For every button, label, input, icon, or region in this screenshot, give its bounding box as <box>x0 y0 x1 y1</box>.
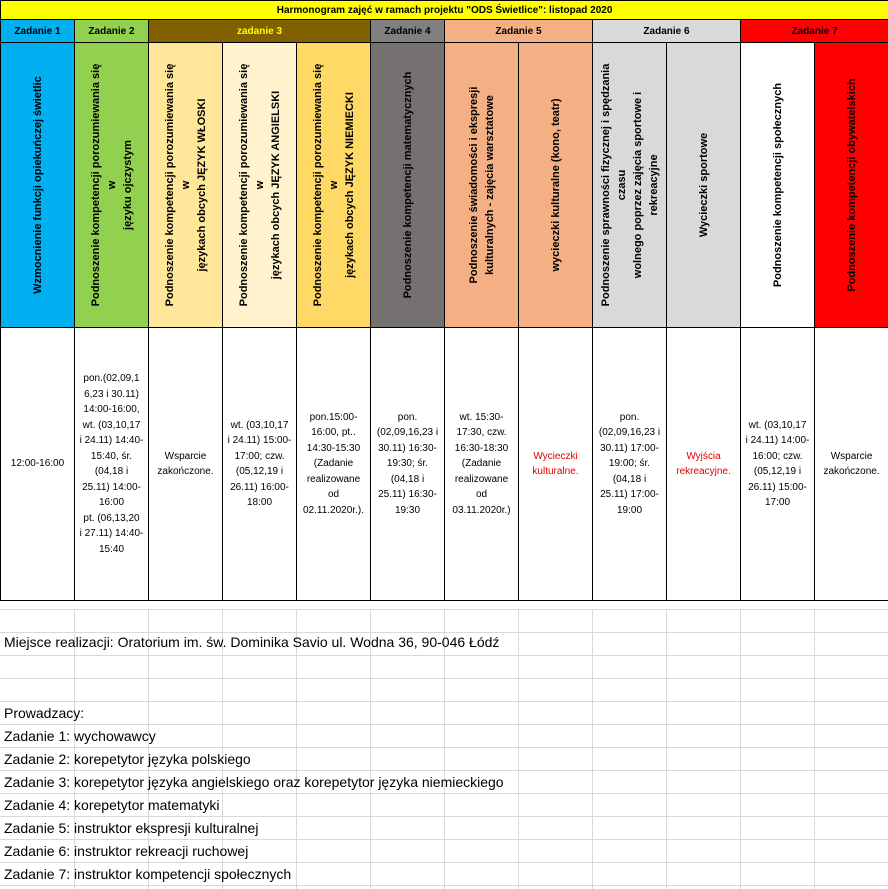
schedule-cell-3: Wsparcie zakończone. <box>149 328 223 601</box>
schedule-cell-10: Wyjścia rekreacyjne. <box>667 328 741 601</box>
activity-header-7 <box>445 43 519 328</box>
activity-header-10 <box>667 43 741 328</box>
gridline <box>0 724 888 725</box>
activity-header-text: Podnoszenie świadomości i ekspresji kulturalnych - zajęcia warsztatowe <box>467 86 496 284</box>
gridline <box>370 609 371 889</box>
gridline <box>0 770 888 771</box>
leader-line-5: Zadanie 5: instruktor ekspresji kulturalnej <box>4 820 259 836</box>
activity-header-text: Podnoszenie kompetencji obywatelskich <box>845 78 858 292</box>
gridline <box>0 839 888 840</box>
schedule-cell-4: wt. (03,10,17 i 24.11) 15:00- 17:00; czw. (05,12,19 i 26.11) 16:00- 18:00 <box>223 328 297 601</box>
gridline <box>0 862 888 863</box>
activity-header-6 <box>371 43 445 328</box>
activity-header-text: wycieczki kulturalne (kono, teatr) <box>549 98 562 272</box>
activity-header-11 <box>741 43 815 328</box>
activity-header-text: Podnoszenie kompetencji porozumiewania się w językach obcych JĘZYK ANGIELSKI <box>237 63 282 307</box>
gridline <box>0 747 888 748</box>
leader-line-2: Zadanie 2: korepetytor języka polskiego <box>4 751 251 767</box>
task-header-6: Zadanie 6 <box>593 20 741 43</box>
gridline <box>740 609 741 889</box>
task-header-7: Zadanie 7 <box>741 20 888 43</box>
gridline <box>0 655 888 656</box>
gridline <box>0 678 888 679</box>
activity-header-2 <box>75 43 149 328</box>
gridline <box>666 609 667 889</box>
activity-header-9 <box>593 43 667 328</box>
activity-header-1 <box>1 43 75 328</box>
schedule-title: Harmonogram zajęć w ramach projektu "ODS Świetlice": listopad 2020 <box>1 1 888 20</box>
leaders-title: Prowadzacy: <box>4 705 85 721</box>
activity-header-text: Podnoszenie kompetencji społecznych <box>771 82 784 288</box>
task-header-5: Zadanie 5 <box>445 20 593 43</box>
task-header-3: zadanie 3 <box>149 20 371 43</box>
schedule-cell-2: pon.(02,09,1 6,23 i 30.11) 14:00-16:00, wt. (03,10,17 i 24.11) 14:40- 15:40, śr. (04,18 i 25.11) 14:00- 16:00 pt. (06,13,20 i 27.11) 14:40- 15:40 <box>75 328 149 601</box>
activity-header-3 <box>149 43 223 328</box>
task-header-1: Zadanie 1 <box>1 20 75 43</box>
schedule-cell-9: pon. (02,09,16,23 i 30.11) 17:00- 19:00; śr. (04,18 i 25.11) 17:00- 19:00 <box>593 328 667 601</box>
activity-header-12 <box>815 43 888 328</box>
gridline <box>0 816 888 817</box>
activity-header-text: Podnoszenie kompetencji porozumiewania się w językach obcych JĘZYK WŁOSKI <box>163 63 208 307</box>
gridline <box>0 632 888 633</box>
gridline <box>0 701 888 702</box>
leader-line-4: Zadanie 4: korepetytor matematyki <box>4 797 220 813</box>
gridline <box>296 609 297 889</box>
activity-header-text: Wycieczki sportowe <box>697 132 710 238</box>
schedule-cell-11: wt. (03,10,17 i 24.11) 14:00- 16:00; czw. (05,12,19 i 26.11) 15:00- 17:00 <box>741 328 815 601</box>
gridline <box>444 609 445 889</box>
gridline <box>814 609 815 889</box>
leader-line-6: Zadanie 6: instruktor rekreacji ruchowej <box>4 843 249 859</box>
schedule-cell-12: Wsparcie zakończone. <box>815 328 888 601</box>
activity-header-text: Podnoszenie kompetencji porozumiewania się w języku ojczystym <box>89 63 134 307</box>
gridline <box>592 609 593 889</box>
activity-header-5 <box>297 43 371 328</box>
activity-header-4 <box>223 43 297 328</box>
schedule-cell-8: Wycieczki kulturalne. <box>519 328 593 601</box>
location-text: Miejsce realizacji: Oratorium im. św. Dominika Savio ul. Wodna 36, 90-046 Łódź <box>4 634 500 650</box>
activity-header-text: Podnoszenie kompetencji matematycznych <box>401 71 414 299</box>
leader-line-3: Zadanie 3: korepetytor języka angielskiego oraz korepetytor języka niemieckiego <box>4 774 504 790</box>
notes-area <box>0 609 888 889</box>
schedule-cell-5: pon.15:00- 16:00, pt.. 14:30-15:30 (Zadanie realizowane od 02.11.2020r.). <box>297 328 371 601</box>
activity-header-text: Podnoszenie kompetencji porozumiewania się w językach obcych JĘZYK NIEMIECKI <box>311 63 356 307</box>
schedule-cell-6: pon. (02,09,16,23 i 30.11) 16:30- 19:30; śr. (04,18 i 25.11) 16:30- 19:30 <box>371 328 445 601</box>
schedule-cell-7: wt. 15:30- 17:30, czw. 16:30-18:30 (Zadanie realizowane od 03.11.2020r.) <box>445 328 519 601</box>
leader-line-7: Zadanie 7: instruktor kompetencji społecznych <box>4 866 292 882</box>
gridline <box>0 793 888 794</box>
gridline <box>0 609 888 610</box>
schedule-cell-1: 12:00-16:00 <box>1 328 75 601</box>
leader-line-1: Zadanie 1: wychowawcy <box>4 728 156 744</box>
task-header-2: Zadanie 2 <box>75 20 149 43</box>
activity-header-text: Wzmocnienie funkcji opiekuńczej świetlic <box>31 76 44 294</box>
activity-header-8 <box>519 43 593 328</box>
task-header-4: Zadanie 4 <box>371 20 445 43</box>
activity-header-text: Podnoszenie sprawności fizycznej i spędzania czasu wolnego poprzez zajęcia sportowe i rekreacyjne <box>599 63 660 307</box>
gridline <box>518 609 519 889</box>
gridline <box>0 885 888 886</box>
